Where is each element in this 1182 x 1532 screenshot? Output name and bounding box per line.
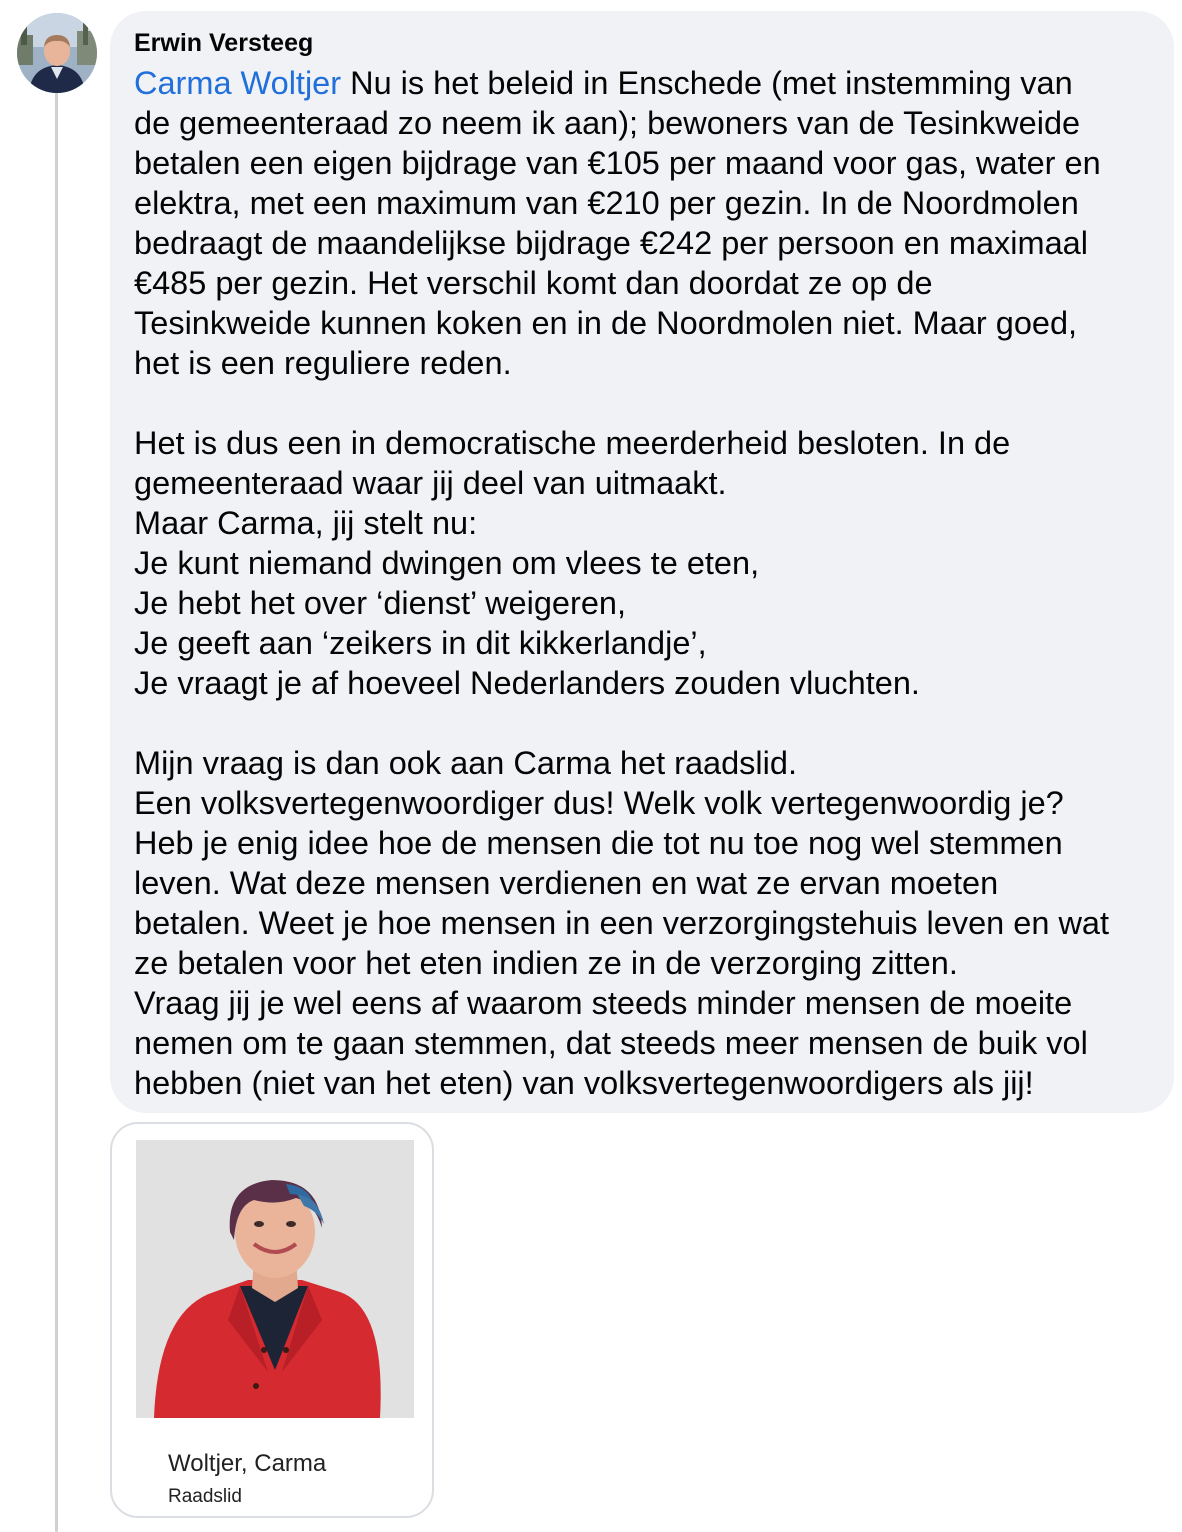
paragraph-break [134, 383, 1164, 423]
comment-line: Je hebt het over ‘dienst’ weigeren, [134, 585, 627, 621]
comment-line: het is een reguliere reden. [134, 345, 512, 381]
comment-line: bedraagt de maandelijkse bijdrage €242 per persoon en maximaal [134, 225, 1088, 261]
comment-line: Het is dus een in democratische meerderheid besloten. In de [134, 425, 1011, 461]
card-name: Woltjer, Carma [168, 1450, 327, 1477]
comment-line-text: Nu is het beleid in Enschede (met instemming van [341, 65, 1073, 101]
comment-line: Je geeft aan ‘zeikers in dit kikkerlandje’, [134, 625, 707, 661]
mention-link[interactable]: Carma Woltjer [134, 65, 342, 101]
comment-line: gemeenteraad waar jij deel van uitmaakt. [134, 465, 727, 501]
comment-author[interactable]: Erwin Versteeg [134, 29, 314, 57]
comment-line: Heb je enig idee hoe de mensen die tot nu toe nog wel stemmen [134, 825, 1063, 861]
comment-line: Je vraagt je af hoeveel Nederlanders zouden vluchten. [134, 665, 920, 701]
comment-line: betalen een eigen bijdrage van €105 per maand voor gas, water en [134, 145, 1101, 181]
card-role: Raadslid [168, 1486, 242, 1507]
avatar-image [17, 13, 97, 93]
comment-line: nemen om te gaan stemmen, dat steeds meer mensen de buik vol [134, 1025, 1088, 1061]
author-avatar[interactable] [17, 13, 97, 93]
comment-line: de gemeenteraad zo neem ik aan); bewoners van de Tesinkweide [134, 105, 1081, 141]
comment-line: hebben (niet van het eten) van volksvertegenwoordigers als jij! [134, 1065, 1034, 1101]
photo-attachment[interactable] [110, 1122, 434, 1518]
attachment-photo [136, 1140, 414, 1418]
thread-line [55, 92, 58, 1532]
comment-line: ze betalen voor het eten indien ze in de verzorging zitten. [134, 945, 958, 981]
comment-line: leven. Wat deze mensen verdienen en wat ze ervan moeten [134, 865, 999, 901]
comment-line: Een volksvertegenwoordiger dus! Welk volk vertegenwoordig je? [134, 785, 1064, 821]
comment-line: Mijn vraag is dan ook aan Carma het raadslid. [134, 745, 797, 781]
portrait-image [136, 1140, 414, 1418]
comment-line [134, 63, 1164, 103]
comment-line: €485 per gezin. Het verschil komt dan doordat ze op de [134, 265, 933, 301]
comment-line: Maar Carma, jij stelt nu: [134, 505, 478, 541]
comment-line: elektra, met een maximum van €210 per gezin. In de Noordmolen [134, 185, 1079, 221]
comment-bubble [110, 11, 1174, 1113]
paragraph-break [134, 703, 1164, 743]
comment-line: Je kunt niemand dwingen om vlees te eten, [134, 545, 760, 581]
comment-line: Tesinkweide kunnen koken en in de Noordmolen niet. Maar goed, [134, 305, 1078, 341]
comment-line: betalen. Weet je hoe mensen in een verzorgingstehuis leven en wat [134, 905, 1110, 941]
comment-line: Vraag jij je wel eens af waarom steeds minder mensen de moeite [134, 985, 1073, 1021]
comment-text [134, 63, 1164, 1103]
